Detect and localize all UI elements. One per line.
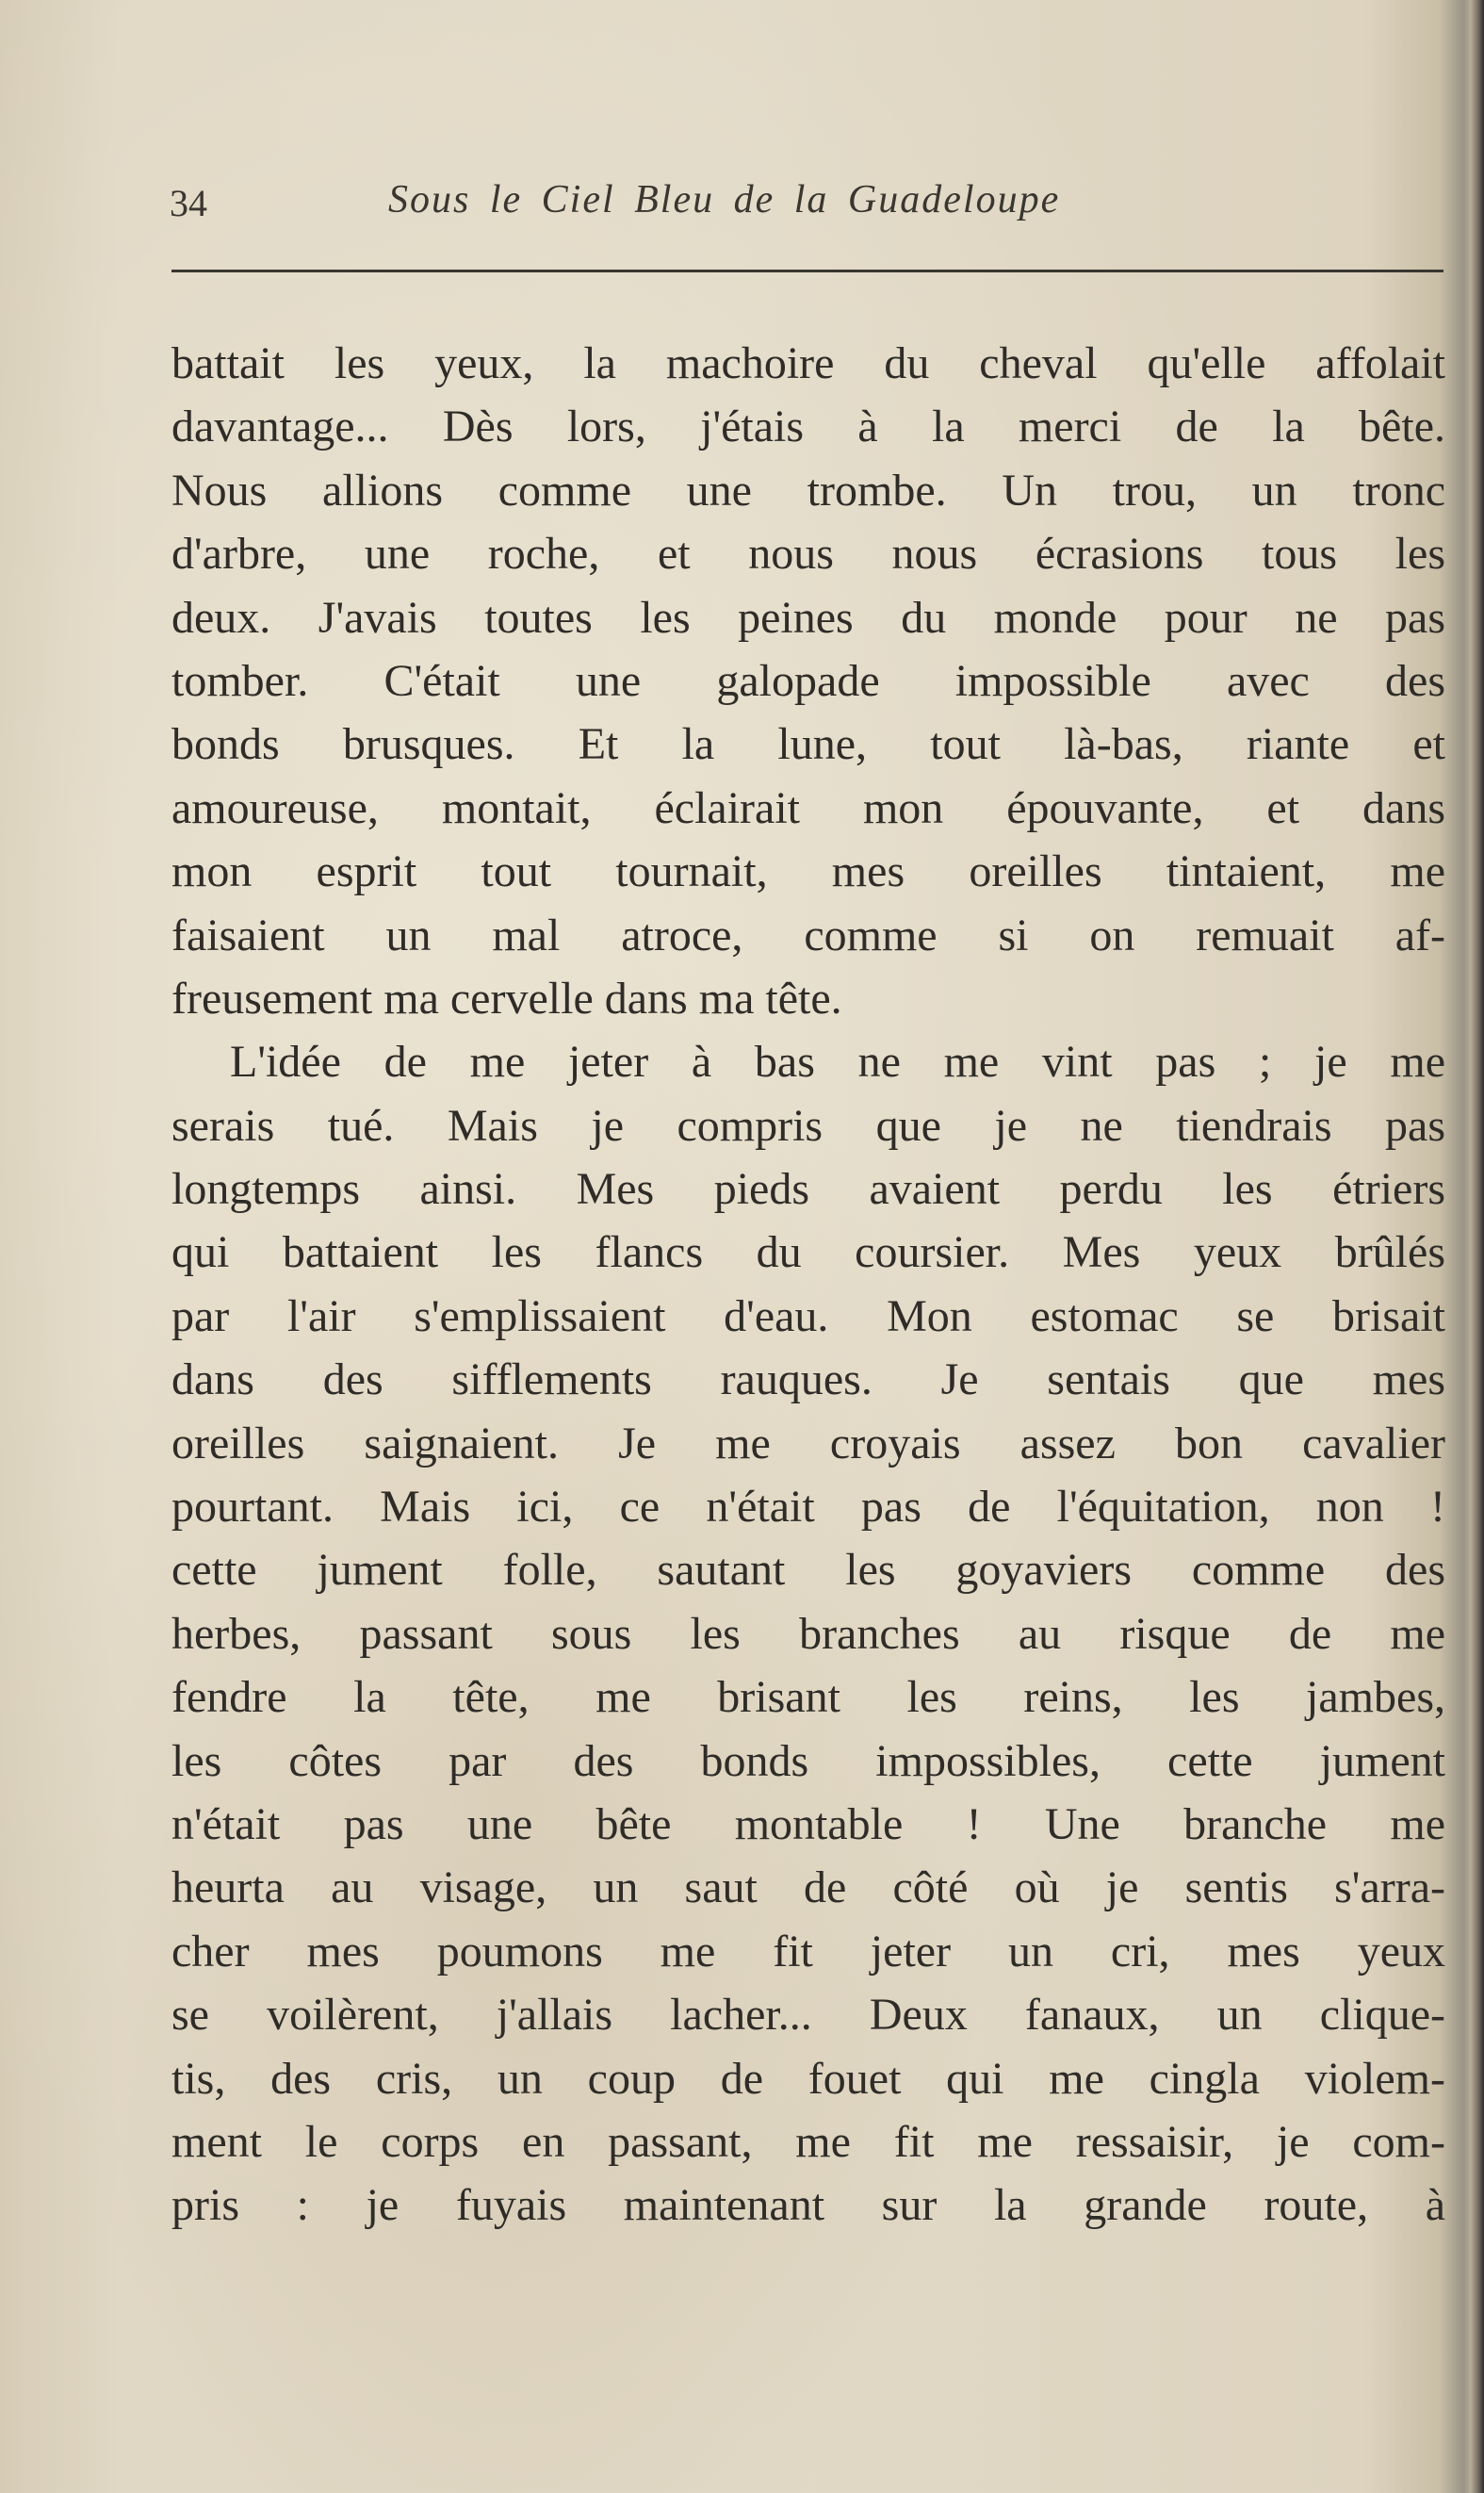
text-line: cette jument folle, sautant les goyaviers comme des xyxy=(171,1545,1445,1596)
body-text xyxy=(171,332,1445,2238)
text-line: bonds brusques. Et la lune, tout là-bas, riante et xyxy=(171,719,1445,770)
text-line: pris : je fuyais maintenant sur la grande route, à xyxy=(171,2180,1445,2231)
text-line: fendre la tête, me brisant les reins, les jambes, xyxy=(171,1672,1445,1723)
header-rule xyxy=(171,270,1443,272)
text-line: Nous allions comme une trombe. Un trou, un tronc xyxy=(171,465,1445,516)
text-line: pourtant. Mais ici, ce n'était pas de l'équitation, non ! xyxy=(171,1482,1445,1533)
text-line: cher mes poumons me fit jeter un cri, mes yeux xyxy=(171,1926,1445,1976)
text-line: dans des sifflements rauques. Je sentais que mes xyxy=(171,1354,1445,1405)
text-line: battait les yeux, la machoire du cheval qu'elle affolait xyxy=(171,338,1445,388)
page-edge-shadow xyxy=(1463,0,1484,2493)
text-line: ment le corps en passant, me fit me ressaisir, je com- xyxy=(171,2116,1445,2167)
text-line: herbes, passant sous les branches au risque de me xyxy=(171,1608,1445,1659)
text-line: oreilles saignaient. Je me croyais assez bon cavalier xyxy=(171,1418,1445,1468)
paragraph-end-line: freusement ma cervelle dans ma tête. xyxy=(171,973,842,1024)
text-line: faisaient un mal atroce, comme si on remuait af- xyxy=(171,910,1445,960)
paragraph-start-line: L'idée de me jeter à bas ne me vint pas ; je me xyxy=(230,1037,1445,1088)
running-title: Sous le Ciel Bleu de la Guadeloupe xyxy=(388,178,1061,221)
text-line: les côtes par des bonds impossibles, cette jument xyxy=(171,1735,1445,1786)
text-line: tis, des cris, un coup de fouet qui me cingla violem- xyxy=(171,2053,1445,2104)
text-line: deux. J'avais toutes les peines du monde pour ne pas xyxy=(171,592,1445,643)
text-line: n'était pas une bête montable ! Une branche me xyxy=(171,1798,1445,1849)
text-line: longtemps ainsi. Mes pieds avaient perdu les étriers xyxy=(171,1164,1445,1215)
text-line: qui battaient les flancs du coursier. Mes yeux brûlés xyxy=(171,1227,1445,1278)
text-line: heurta au visage, un saut de côté où je sentis s'arra- xyxy=(171,1862,1445,1913)
text-line: tomber. C'était une galopade impossible avec des xyxy=(171,655,1445,706)
text-line: davantage... Dès lors, j'étais à la merci de la bête. xyxy=(171,402,1445,452)
text-line: serais tué. Mais je compris que je ne tiendrais pas xyxy=(171,1100,1445,1151)
page-number: 34 xyxy=(170,182,207,224)
text-line: mon esprit tout tournait, mes oreilles tintaient, me xyxy=(171,846,1445,897)
text-line: par l'air s'emplissaient d'eau. Mon estomac se brisait xyxy=(171,1290,1445,1341)
text-line: amoureuse, montait, éclairait mon épouvante, et dans xyxy=(171,782,1445,833)
text-line: d'arbre, une roche, et nous nous écrasions tous les xyxy=(171,529,1445,580)
text-line: se voilèrent, j'allais lacher... Deux fanaux, un clique- xyxy=(171,1990,1445,2041)
running-header xyxy=(170,177,1442,243)
